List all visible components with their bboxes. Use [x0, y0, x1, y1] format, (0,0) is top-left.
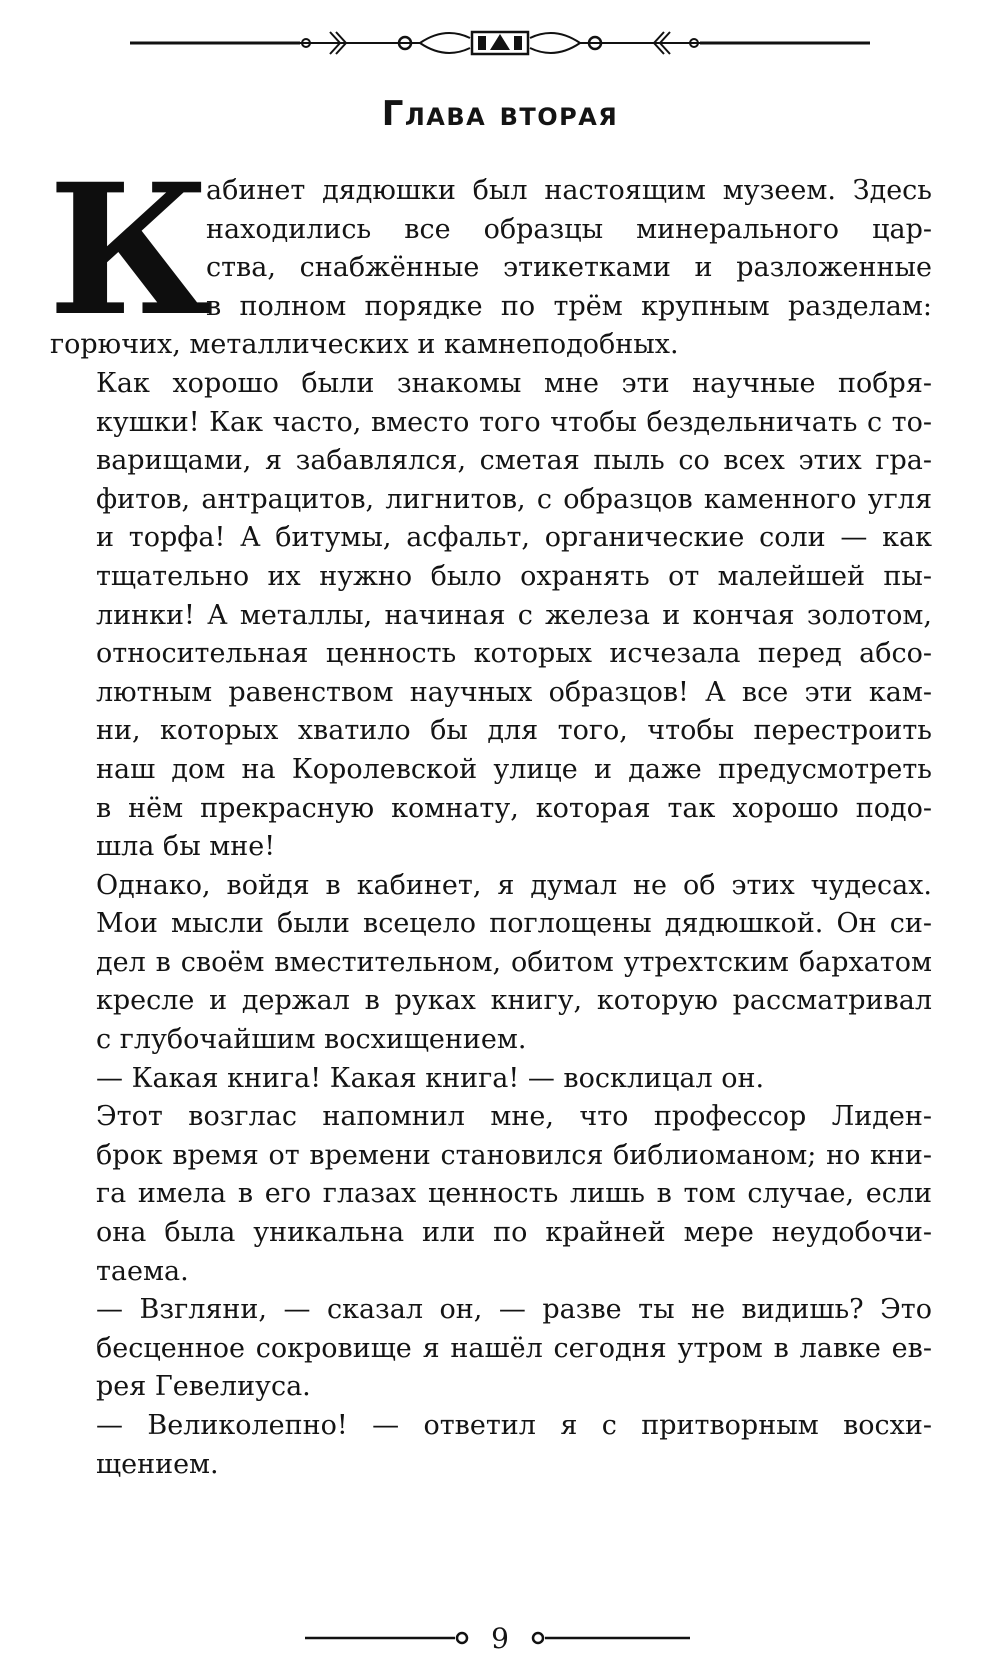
- text-line: дел в своём вместительном, обитом утрехтским бархатом: [96, 946, 932, 978]
- page-number: 9: [491, 1622, 509, 1655]
- text-line: ни, которых хватило бы для того, чтобы перестроить: [96, 715, 932, 747]
- text-line: кресле и держал в руках книгу, которую рассматривал: [96, 985, 932, 1017]
- text-line: кушки! Как часто, вместо того чтобы бездельничать с то-: [96, 406, 932, 438]
- text-line: в полном порядке по трём крупным разделам:: [206, 290, 932, 322]
- paragraph: [50, 365, 932, 867]
- text-line: — Какая книга! Какая книга! — восклицал он.: [96, 1062, 765, 1094]
- text-line: рея Гевелиуса.: [96, 1371, 311, 1403]
- paragraph: [50, 1291, 932, 1407]
- paragraph: [50, 1060, 932, 1099]
- text-line: Однако, войдя в кабинет, я думал не об этих чудесах.: [96, 869, 932, 901]
- chapter-title: Глава вторая: [381, 94, 619, 134]
- text-line: горючих, металлических и камнеподобных.: [50, 329, 679, 361]
- text-line: Как хорошо были знакомы мне эти научные побря-: [96, 367, 932, 399]
- text-line: и торфа! А битумы, асфальт, органические соли — как: [96, 522, 932, 554]
- text-line: фитов, антрацитов, лигнитов, с образцов каменного угля: [96, 483, 932, 515]
- text-line: линки! А металлы, начиная с железа и кончая золотом,: [96, 599, 932, 631]
- text-line: наш дом на Королевской улице и даже предусмотреть: [96, 753, 932, 785]
- text-line: — Взгляни, — сказал он, — разве ты не видишь? Это: [96, 1294, 932, 1326]
- text-line: Мои мысли были всецело поглощены дядюшкой. Он си-: [96, 908, 932, 940]
- text-line: щением.: [96, 1448, 219, 1480]
- text-line: бесценное сокровище я нашёл сегодня утром в лавке ев-: [96, 1332, 932, 1364]
- drop-cap: К: [48, 145, 212, 356]
- paragraph: [50, 867, 932, 1060]
- text-line: находились все образцы минерального цар-: [206, 213, 932, 245]
- top-ornament: [0, 18, 1000, 68]
- text-line: брок время от времени становился библиоманом; но кни-: [96, 1139, 932, 1171]
- text-line: относительная ценность которых исчезала перед абсо-: [96, 638, 932, 670]
- text-line: в нём прекрасную комнату, которая так хорошо подо-: [96, 792, 932, 824]
- paragraph: [50, 1098, 932, 1291]
- body-text: [48, 145, 932, 1484]
- text-line: она была уникальна или по крайней мере неудобочи-: [96, 1217, 932, 1249]
- text-line: тщательно их нужно было охранять от малейшей пы-: [96, 560, 932, 592]
- text-line: варищами, я забавлялся, сметая пыль со всех этих гра-: [96, 445, 932, 477]
- text-line: Этот возглас напомнил мне, что профессор Лиден-: [96, 1101, 932, 1133]
- text-line: шла бы мне!: [96, 831, 276, 863]
- text-line: с глубочайшим восхищением.: [96, 1024, 527, 1056]
- text-line: лютным равенством научных образцов! А все эти кам-: [96, 676, 932, 708]
- text-line: га имела в его глазах ценность лишь в том случае, если: [96, 1178, 932, 1210]
- text-line: — Великолепно! — ответил я с притворным восхи-: [96, 1410, 932, 1441]
- text-line: абинет дядюшки был настоящим музеем. Здесь: [206, 175, 932, 206]
- paragraph: [50, 1407, 932, 1484]
- paragraph: [48, 145, 932, 365]
- text-line: таема.: [96, 1255, 189, 1287]
- text-line: ства, снабжённые этикетками и разложенные: [206, 252, 932, 284]
